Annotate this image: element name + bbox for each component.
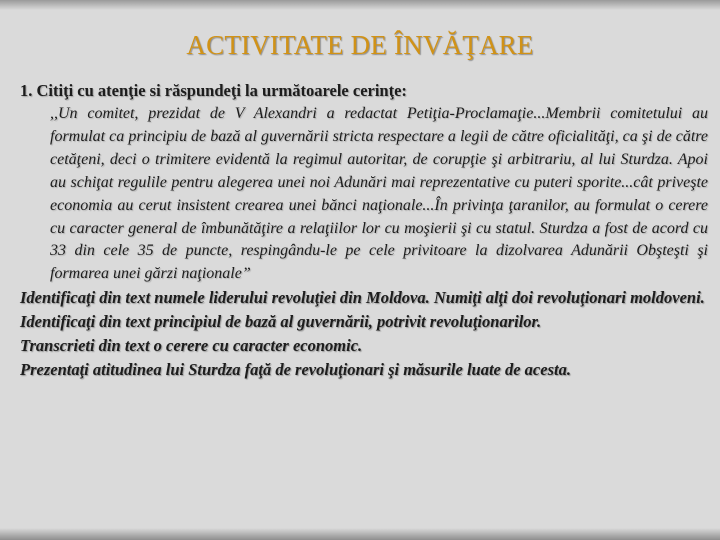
task-item: Prezentaţi atitudinea lui Sturdza faţă de revoluţionari şi măsurile luate de acesta. [20, 360, 571, 380]
quoted-text: ,,Un comitet, prezidat de V Alexandri a redactat Petiţia-Proclamaţie...Membrii comitetului au formulat ca principiu de bază al guvernării stricta respectare a legii de către oficialităţi, ca şi de către cetăţeni, deci o trimitere evidentă la regimul autoritar, de corupţie şi arbitrariu, al lui Sturdza. Apoi au schiţat regulile pentru alegerea unei noi Adunări mai reprezentative cu puteri sporite...cât priveşte economia au cerut insistent crearea unei bănci naţionale...În privinţa ţaranilor, au formulat o cerere cu caracter general de îmbunătăţire a relaţiilor lor cu moşierii şi cu statul. Sturdza a fost de acord cu 33 din cele 35 de puncte, respingându-le pe cele privitoare la dizolvarea Adunării Obşteşti şi formarea unei gărzi naţionale” [50, 105, 708, 283]
task-list [20, 287, 708, 382]
task-item: Identificaţi din text principiul de bază al guvernării, potrivit revoluţionarilor. [20, 312, 542, 332]
task-item: Transcrieti din text o cerere cu caracter economic. [20, 336, 363, 356]
question-heading: 1. Citiţi cu atenţie si răspundeţi la următoarele cerinţe: [20, 81, 407, 100]
task-item: Identificaţi din text numele liderului revoluţiei din Moldova. Numiţi alţi doi revoluţionari moldoveni. [20, 288, 705, 308]
slide-content [20, 80, 708, 383]
page-title: ACTIVITATE DE ÎNVĂŢARE [186, 30, 534, 60]
